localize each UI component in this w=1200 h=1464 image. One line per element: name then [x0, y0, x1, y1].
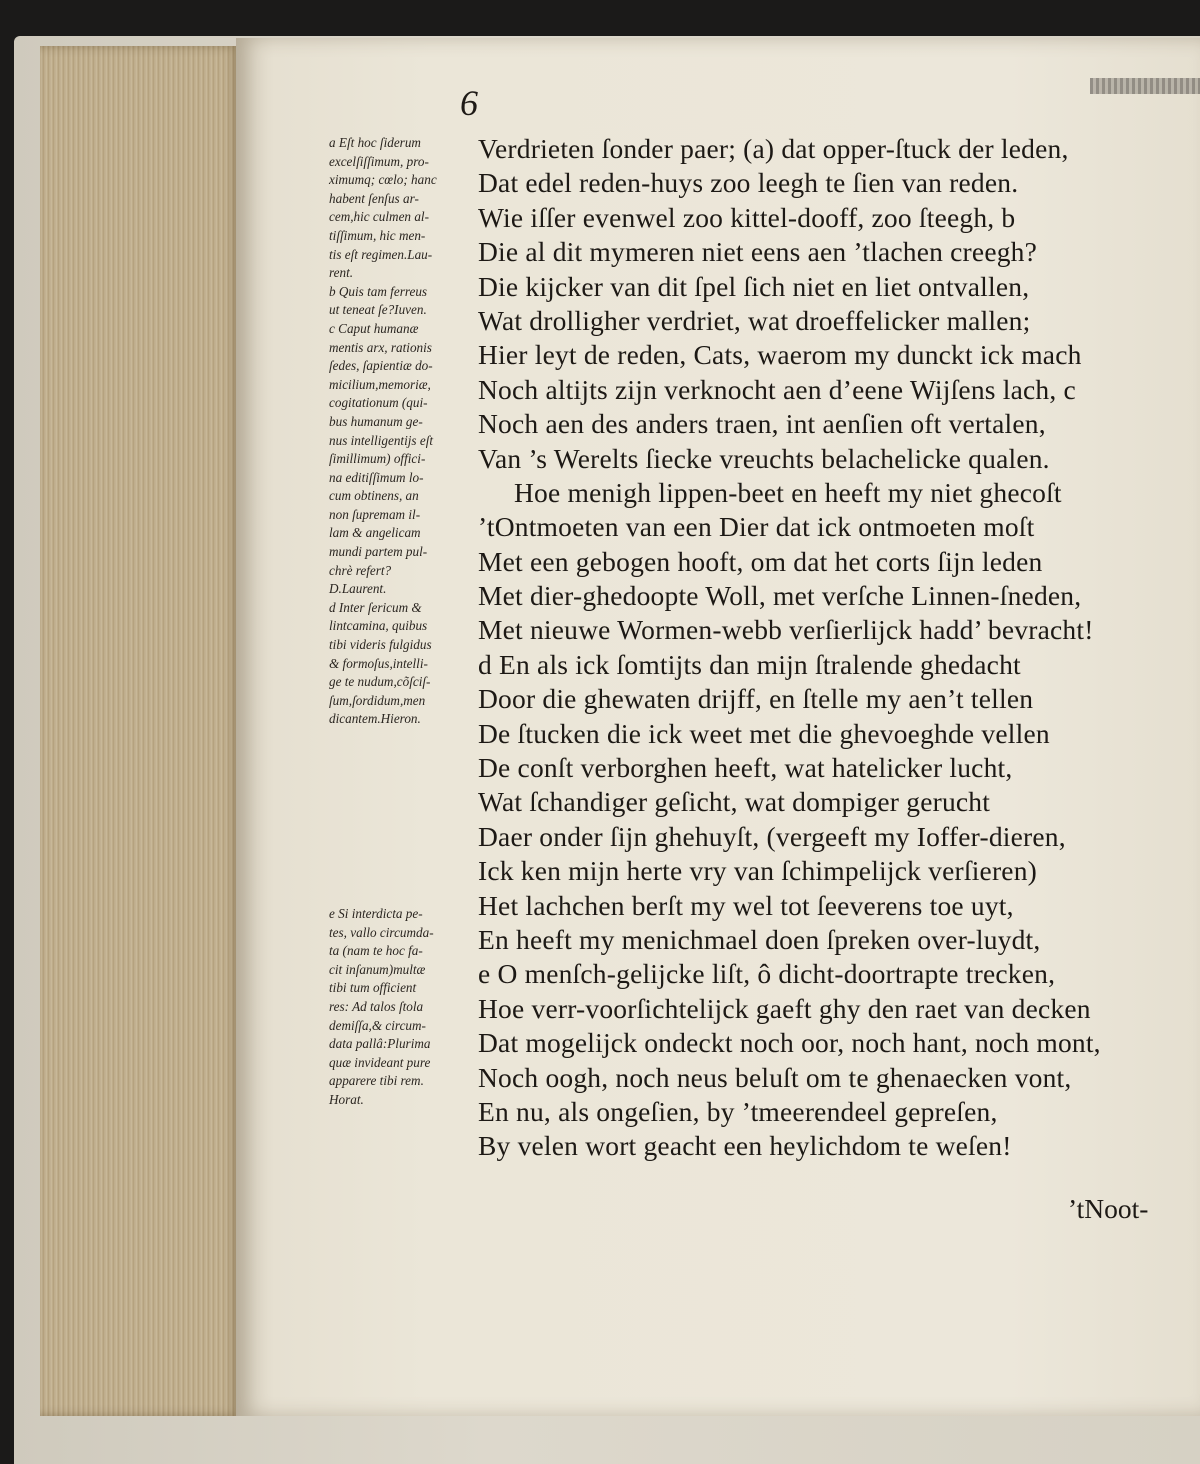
margin-note-line: tis eſt regimen.Lau-: [329, 246, 433, 262]
margin-note-line: habent ſenſus ar-: [329, 190, 419, 206]
margin-note-line: ximumq; cœlo; hanc: [329, 172, 437, 188]
margin-note-line: lam & angelicam: [329, 525, 421, 541]
margin-note-line: D.Laurent.: [329, 581, 387, 597]
verse-line: En heeft my menichmael doen ſpreken over-luydt,: [478, 923, 1041, 955]
margin-note-line: rent.: [329, 265, 354, 281]
verse-line: Ick ken mijn herte vry van ſchimpelijck verſieren): [478, 855, 1038, 887]
margin-note-line: cum obtinens, an: [329, 488, 419, 504]
verse-line: Wat drolligher verdriet, wat droeffelicker mallen;: [478, 304, 1031, 336]
verse-line: Die kijcker van dit ſpel ſich niet en liet ontvallen,: [478, 270, 1030, 302]
margin-notes: [329, 134, 471, 1110]
verse-line: Hoe menigh lippen-beet en heeft my niet ghecoſt: [514, 476, 1062, 508]
margin-note-line: na editiſſimum lo-: [329, 469, 424, 485]
margin-note-line: cogitationum (qui-: [329, 395, 428, 411]
margin-note-line: data pallâ:Plurima: [329, 1036, 431, 1052]
margin-note-line: res: Ad talos ſtola: [329, 998, 424, 1014]
margin-note-line: bus humanum ge-: [329, 413, 423, 429]
margin-note-line: ta (nam te hoc fa-: [329, 943, 423, 959]
margin-note-line: quæ invideant pure: [329, 1054, 431, 1070]
margin-note-line: c Caput humanæ: [329, 320, 419, 336]
margin-note-line: tiſſimum, hic men-: [329, 227, 426, 243]
clasp-decoration: [1090, 78, 1200, 94]
verse-line: Met dier-ghedoopte Woll, met verſche Linnen-ſneden,: [478, 580, 1082, 612]
margin-note-line: ſum,ſordidum,men: [329, 692, 426, 708]
margin-note-line: micilium,memoriæ,: [329, 376, 431, 392]
margin-note-line: Horat.: [329, 1091, 364, 1107]
margin-note-line: ge te nudum,cõſciſ-: [329, 674, 431, 690]
margin-note-line: tes, vallo circumda-: [329, 924, 434, 940]
margin-note-line: tibi videris fulgidus: [329, 637, 432, 653]
margin-note-line: e Si interdicta pe-: [329, 906, 423, 921]
margin-note-line: non ſupremam il-: [329, 506, 421, 522]
margin-note-line: ſedes, ſapientiæ do-: [329, 358, 433, 374]
margin-note-line: b Quis tam ferreus: [329, 283, 428, 299]
page-number: 6: [460, 83, 478, 123]
margin-note-line: a Eſt hoc ſiderum: [329, 135, 421, 150]
verse-line: Die al dit mymeren niet eens aen ’tlachen creegh?: [478, 236, 1038, 268]
margin-note-line: mundi partem pul-: [329, 544, 428, 560]
margin-note-line: demiſſa,& circum-: [329, 1017, 426, 1033]
verse-line: Wie iſſer evenwel zoo kittel-dooff, zoo ſteegh, b: [478, 201, 1016, 233]
verse-line: Met nieuwe Wormen-webb verſierlijck hadd’ bevracht!: [478, 614, 1094, 646]
catchword: ’tNoot-: [1068, 1193, 1149, 1224]
margin-note-line: & formoſus,intelli-: [329, 655, 428, 671]
verse-line: Met een gebogen hooft, om dat het corts ſijn leden: [478, 545, 1043, 577]
verse-line: Dat mogelijck ondeckt noch oor, noch hant, noch mont,: [478, 1027, 1101, 1059]
verse-line: Noch altijts zijn verknocht aen d’eene Wijſens lach, c: [478, 373, 1076, 405]
margin-note-line: nus intelligentijs eſt: [329, 432, 434, 448]
margin-note-line: d Inter ſericum &: [329, 599, 422, 615]
verse-line: Door die ghewaten drijff, en ſtelle my aen’t tellen: [478, 683, 1034, 715]
verse-line: Hoe verr-voorſichtelijck gaeft ghy den raet van decken: [478, 992, 1091, 1024]
verse-line: Noch oogh, noch neus beluſt om te ghenaecken vont,: [478, 1061, 1072, 1093]
notes-spacer: [329, 729, 471, 905]
margin-note-line: mentis arx, rationis: [329, 339, 432, 355]
margin-notes-upper: [329, 134, 471, 729]
verse-line: Dat edel reden-huys zoo leegh te ſien van reden.: [478, 167, 1019, 199]
margin-note-line: cit inſanum)multæ: [329, 961, 426, 977]
page-stack-edge: [40, 46, 240, 1416]
margin-note-line: excelſiſſimum, pro-: [329, 153, 429, 169]
verse-line: e O menſch-gelijcke liſt, ô dicht-doortrapte trecken,: [478, 958, 1056, 990]
verse-line: Van ’s Werelts ſiecke vreuchts belachelicke qualen.: [478, 442, 1050, 474]
verse-line: Hier leyt de reden, Cats, waerom my dunckt ick mach: [478, 339, 1082, 371]
verse-line: Noch aen des anders traen, int aenſien oft vertalen,: [478, 408, 1046, 440]
verse-line: De ſtucken die ick weet met die ghevoeghde vellen: [478, 717, 1050, 749]
margin-note-line: apparere tibi rem.: [329, 1073, 424, 1089]
verse-line: Wat ſchandiger geſicht, wat dompiger gerucht: [478, 786, 991, 818]
margin-notes-lower: [329, 905, 471, 1110]
verse-line: By velen wort geacht een heylichdom te weſen!: [478, 1130, 1012, 1162]
margin-note-line: cem,hic culmen al-: [329, 209, 429, 225]
margin-note-line: ſimillimum) offici-: [329, 451, 426, 467]
margin-note-line: dicantem.Hieron.: [329, 711, 421, 727]
verse-line: Verdrieten ſonder paer; (a) dat opper-ſtuck der leden,: [478, 133, 1069, 164]
verse-line: d En als ick ſomtijts dan mijn ſtralende ghedacht: [478, 648, 1021, 680]
verse-line: De conſt verborghen heeft, wat hatelicker lucht,: [478, 752, 1013, 784]
verse-text: [478, 132, 1178, 1164]
verse-line: En nu, als ongeſien, by ’tmeerendeel gepreſen,: [478, 1095, 998, 1127]
margin-note-line: tibi tum officient: [329, 980, 417, 996]
margin-note-line: ut teneat ſe?Iuven.: [329, 302, 427, 318]
verse-line: Daer onder ſijn ghehuyſt, (vergeeft my Ioffer-dieren,: [478, 820, 1066, 852]
verse-line: ’tOntmoeten van een Dier dat ick ontmoeten moſt: [478, 511, 1035, 543]
margin-note-line: chrè refert?: [329, 562, 392, 578]
margin-note-line: lintcamina, quibus: [329, 618, 428, 634]
verse-line: Het lachchen berſt my wel tot ſeeverens toe uyt,: [478, 889, 1014, 921]
